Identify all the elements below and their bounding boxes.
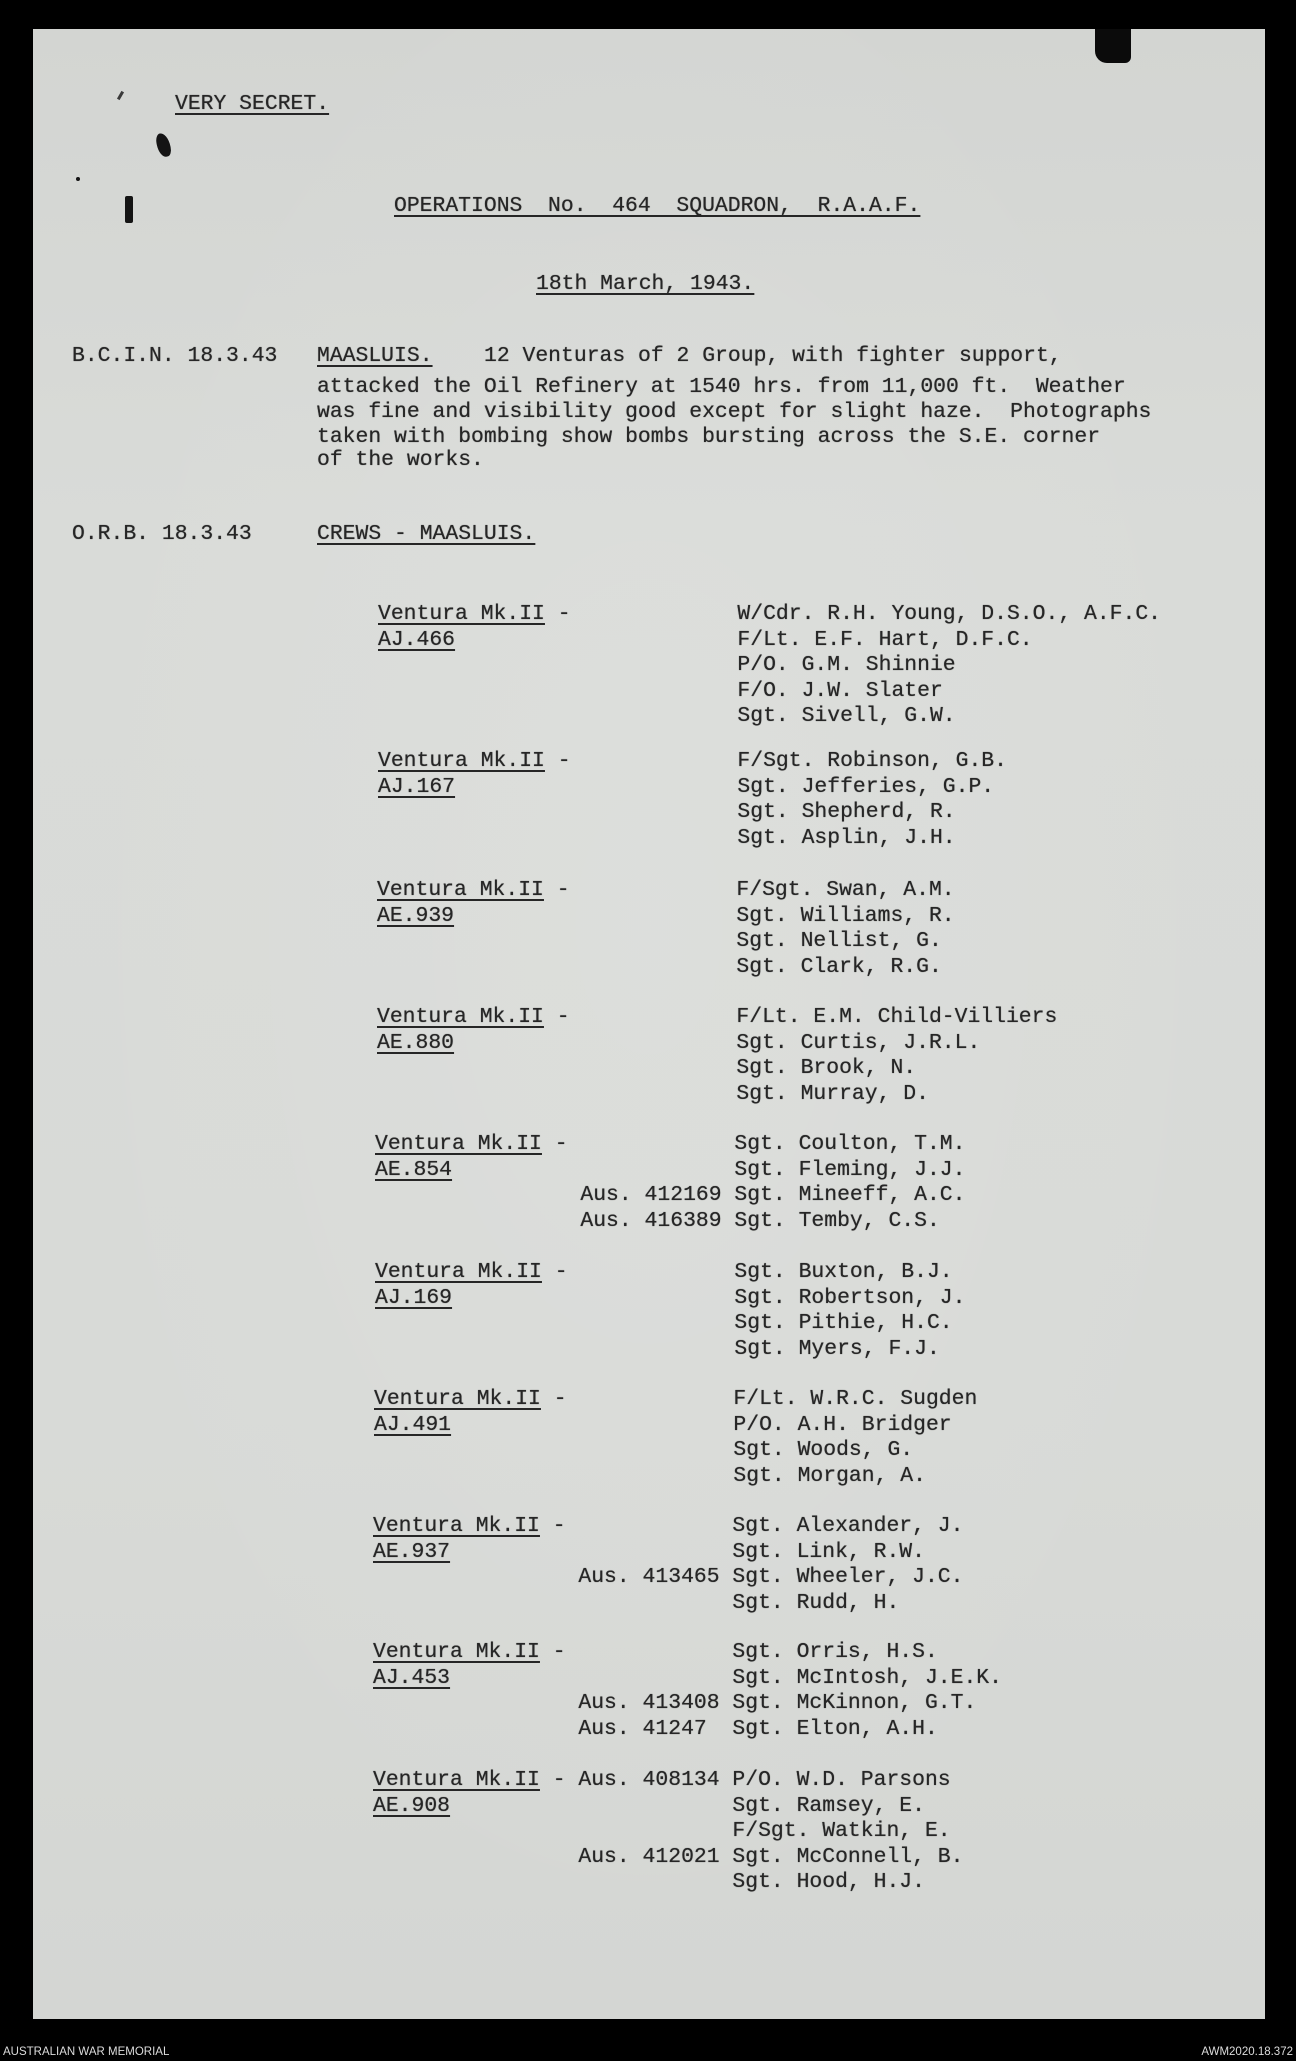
crew-member — [374, 1437, 1174, 1463]
entry-text-line: of the works. — [317, 448, 484, 472]
aircraft-serial: AE.937 — [373, 1539, 451, 1564]
aircraft-serial: AE.939 — [377, 903, 455, 928]
crew-member-name: Sgt. Elton, A.H. — [732, 1716, 938, 1741]
crew-member-name: Sgt. McKinnon, G.T. — [732, 1691, 977, 1716]
service-number: Aus. 408134 — [578, 1768, 720, 1792]
crew-member — [374, 1386, 1174, 1412]
crew-block — [375, 1259, 1195, 1399]
crew-member — [378, 627, 1178, 653]
crew-member — [375, 1208, 1175, 1234]
aircraft-type: Ventura Mk.II — [377, 1005, 544, 1029]
crew-member — [378, 678, 1178, 704]
crew-member — [373, 1793, 1173, 1819]
crew-member — [373, 1539, 1173, 1565]
crew-block — [377, 1004, 1197, 1144]
crew-member — [374, 1412, 1174, 1438]
crew-member-name: Sgt. Murray, D. — [736, 1081, 929, 1106]
crew-block — [378, 748, 1198, 888]
crew-member — [375, 1310, 1175, 1336]
crew-member-name: P/O. G.M. Shinnie — [737, 653, 956, 678]
aircraft-separator: - — [552, 1768, 566, 1792]
aircraft-type: Ventura Mk.II — [375, 1260, 542, 1284]
crew-member — [377, 1030, 1177, 1056]
crew-member-name: Sgt. Orris, H.S. — [732, 1640, 938, 1664]
crew-member — [375, 1131, 1175, 1157]
service-number: Aus. 412169 — [580, 1183, 722, 1208]
aircraft-serial: AJ.169 — [375, 1285, 453, 1310]
crew-member — [377, 954, 1177, 980]
crew-member — [373, 1665, 1173, 1691]
crew-member-name: Sgt. Alexander, J. — [732, 1514, 964, 1538]
aircraft-type: Ventura Mk.II — [374, 1387, 541, 1411]
crew-member — [373, 1690, 1173, 1716]
crew-member-name: Sgt. Fleming, J.J. — [734, 1157, 966, 1182]
crew-member — [373, 1818, 1173, 1844]
crew-member — [375, 1285, 1175, 1311]
crew-member — [378, 652, 1178, 678]
crew-block — [377, 877, 1197, 1017]
service-number: Aus. 413408 — [578, 1691, 720, 1716]
crew-block — [373, 1513, 1193, 1653]
service-number: Aus. 412021 — [578, 1844, 720, 1869]
crew-member — [378, 601, 1178, 627]
crew-member-name: Sgt. Shepherd, R. — [737, 800, 956, 825]
crew-member-name: Sgt. Robertson, J. — [734, 1285, 966, 1310]
crew-member-name: F/Lt. E.M. Child-Villiers — [736, 1005, 1058, 1029]
crew-member-name: Sgt. Buxton, B.J. — [734, 1260, 953, 1284]
entry-text-line: was fine and visibility good except for slight haze. Photographs — [317, 400, 1152, 424]
crew-member — [375, 1157, 1175, 1183]
aircraft-type: Ventura Mk.II — [373, 1514, 540, 1538]
crew-member-name: Sgt. Coulton, T.M. — [734, 1132, 966, 1156]
crew-member-name: Sgt. Clark, R.G. — [736, 954, 942, 979]
aircraft-separator: - — [556, 878, 570, 902]
crew-member — [378, 748, 1178, 774]
crew-member-name: Sgt. Curtis, J.R.L. — [736, 1030, 981, 1055]
crew-member — [377, 1055, 1177, 1081]
crew-member-name: Sgt. Rudd, H. — [732, 1590, 900, 1615]
crew-member-name: Sgt. Nellist, G. — [736, 929, 942, 954]
crew-member-name: Sgt. Mineeff, A.C. — [734, 1183, 966, 1208]
crew-member-name: P/O. A.H. Bridger — [733, 1412, 952, 1437]
crew-block — [373, 1767, 1193, 1907]
aircraft-type: Ventura Mk.II — [375, 1132, 542, 1156]
entry-heading: CREWS - MAASLUIS. — [317, 522, 536, 546]
archive-footer — [0, 2044, 1296, 2061]
crew-member-name: Sgt. McConnell, B. — [732, 1844, 964, 1869]
crew-list — [33, 29, 1265, 2019]
crew-block — [375, 1131, 1195, 1271]
entry-reference: O.R.B. 18.3.43 — [72, 522, 252, 546]
crew-member-name: Sgt. Temby, C.S. — [734, 1208, 940, 1233]
crew-member-name: Sgt. Brook, N. — [736, 1056, 917, 1081]
crew-member — [373, 1767, 1173, 1793]
crew-member — [375, 1182, 1175, 1208]
archive-institution: AUSTRALIAN WAR MEMORIAL — [3, 2046, 170, 2058]
entry-text-line: taken with bombing show bombs bursting across the S.E. corner — [317, 425, 1101, 449]
crew-member-name: Sgt. Williams, R. — [736, 903, 955, 928]
aircraft-separator: - — [553, 1387, 567, 1411]
entry-heading: MAASLUIS. — [317, 344, 433, 368]
crew-member — [373, 1716, 1173, 1742]
aircraft-separator: - — [557, 749, 571, 773]
crew-member-name: Sgt. Asplin, J.H. — [737, 825, 956, 850]
crew-member-name: Sgt. Woods, G. — [733, 1438, 914, 1463]
aircraft-type: Ventura Mk.II — [378, 602, 545, 626]
crew-member — [373, 1844, 1173, 1870]
crew-member — [378, 703, 1178, 729]
entry-text-line: 12 Venturas of 2 Group, with fighter support, — [484, 344, 1062, 368]
document-title: OPERATIONS No. 464 SQUADRON, R.A.A.F. — [394, 194, 921, 218]
crew-member — [375, 1336, 1175, 1362]
crew-block — [373, 1639, 1193, 1779]
crew-member-name: Sgt. Link, R.W. — [732, 1539, 925, 1564]
archive-accession-number: AWM2020.18.372 — [1201, 2046, 1293, 2058]
crew-member-name: F/Sgt. Robinson, G.B. — [737, 749, 1007, 773]
crew-member-name: Sgt. Sivell, G.W. — [737, 704, 956, 729]
aircraft-serial: AJ.466 — [378, 627, 456, 652]
crew-member — [377, 1081, 1177, 1107]
crew-member — [373, 1639, 1173, 1665]
crew-block — [378, 601, 1198, 741]
aircraft-type: Ventura Mk.II — [377, 878, 544, 902]
crew-member-name: Sgt. Myers, F.J. — [734, 1336, 940, 1361]
service-number: Aus. 413465 — [578, 1565, 720, 1590]
crew-member — [373, 1564, 1173, 1590]
crew-member-name: F/Sgt. Watkin, E. — [732, 1819, 951, 1844]
crew-member-name: F/Sgt. Swan, A.M. — [736, 878, 955, 902]
aircraft-type: Ventura Mk.II — [373, 1640, 540, 1664]
aircraft-separator: - — [552, 1514, 566, 1538]
crew-member-name: Sgt. McIntosh, J.E.K. — [732, 1665, 1002, 1690]
service-number: Aus. 41247 — [578, 1716, 707, 1741]
aircraft-type: Ventura Mk.II — [378, 749, 545, 773]
crew-member — [373, 1869, 1173, 1895]
aircraft-serial: AJ.167 — [378, 774, 456, 799]
aircraft-separator: - — [552, 1640, 566, 1664]
crew-member — [374, 1463, 1174, 1489]
crew-member-name: P/O. W.D. Parsons — [732, 1768, 951, 1792]
crew-member — [378, 774, 1178, 800]
crew-member-name: Sgt. Morgan, A. — [733, 1463, 926, 1488]
crew-member — [377, 928, 1177, 954]
crew-member-name: Sgt. Ramsey, E. — [732, 1793, 925, 1818]
aircraft-serial: AE.854 — [375, 1157, 453, 1182]
aircraft-separator: - — [554, 1132, 568, 1156]
aircraft-separator: - — [556, 1005, 570, 1029]
crew-member-name: F/O. J.W. Slater — [737, 678, 943, 703]
service-number: Aus. 416389 — [580, 1208, 722, 1233]
crew-member-name: Sgt. Hood, H.J. — [732, 1870, 925, 1895]
entry-reference: B.C.I.N. 18.3.43 — [72, 344, 278, 368]
crew-member-name: Sgt. Pithie, H.C. — [734, 1311, 953, 1336]
crew-block — [374, 1386, 1194, 1526]
document-date: 18th March, 1943. — [536, 272, 755, 296]
aircraft-type: Ventura Mk.II — [373, 1768, 540, 1792]
crew-member — [378, 799, 1178, 825]
crew-member-name: Sgt. Jefferies, G.P. — [737, 774, 995, 799]
aircraft-separator: - — [554, 1260, 568, 1284]
entry-text-line: attacked the Oil Refinery at 1540 hrs. from 11,000 ft. Weather — [317, 375, 1126, 399]
crew-member-name: Sgt. Wheeler, J.C. — [732, 1565, 964, 1590]
crew-member — [375, 1259, 1175, 1285]
crew-member — [373, 1513, 1173, 1539]
crew-member-name: W/Cdr. R.H. Young, D.S.O., A.F.C. — [737, 602, 1162, 626]
aircraft-serial: AJ.453 — [373, 1665, 451, 1690]
crew-member — [377, 903, 1177, 929]
crew-member-name: F/Lt. E.F. Hart, D.F.C. — [737, 627, 1033, 652]
crew-member — [378, 825, 1178, 851]
aircraft-serial: AJ.491 — [374, 1412, 452, 1437]
document-page — [33, 29, 1265, 2019]
aircraft-serial: AE.908 — [373, 1793, 451, 1818]
crew-member-name: F/Lt. W.R.C. Sugden — [733, 1387, 978, 1411]
classification-marking: VERY SECRET. — [175, 92, 330, 116]
crew-member — [373, 1590, 1173, 1616]
aircraft-serial: AE.880 — [377, 1030, 455, 1055]
crew-member — [377, 1004, 1177, 1030]
crew-member — [377, 877, 1177, 903]
aircraft-separator: - — [557, 602, 571, 626]
